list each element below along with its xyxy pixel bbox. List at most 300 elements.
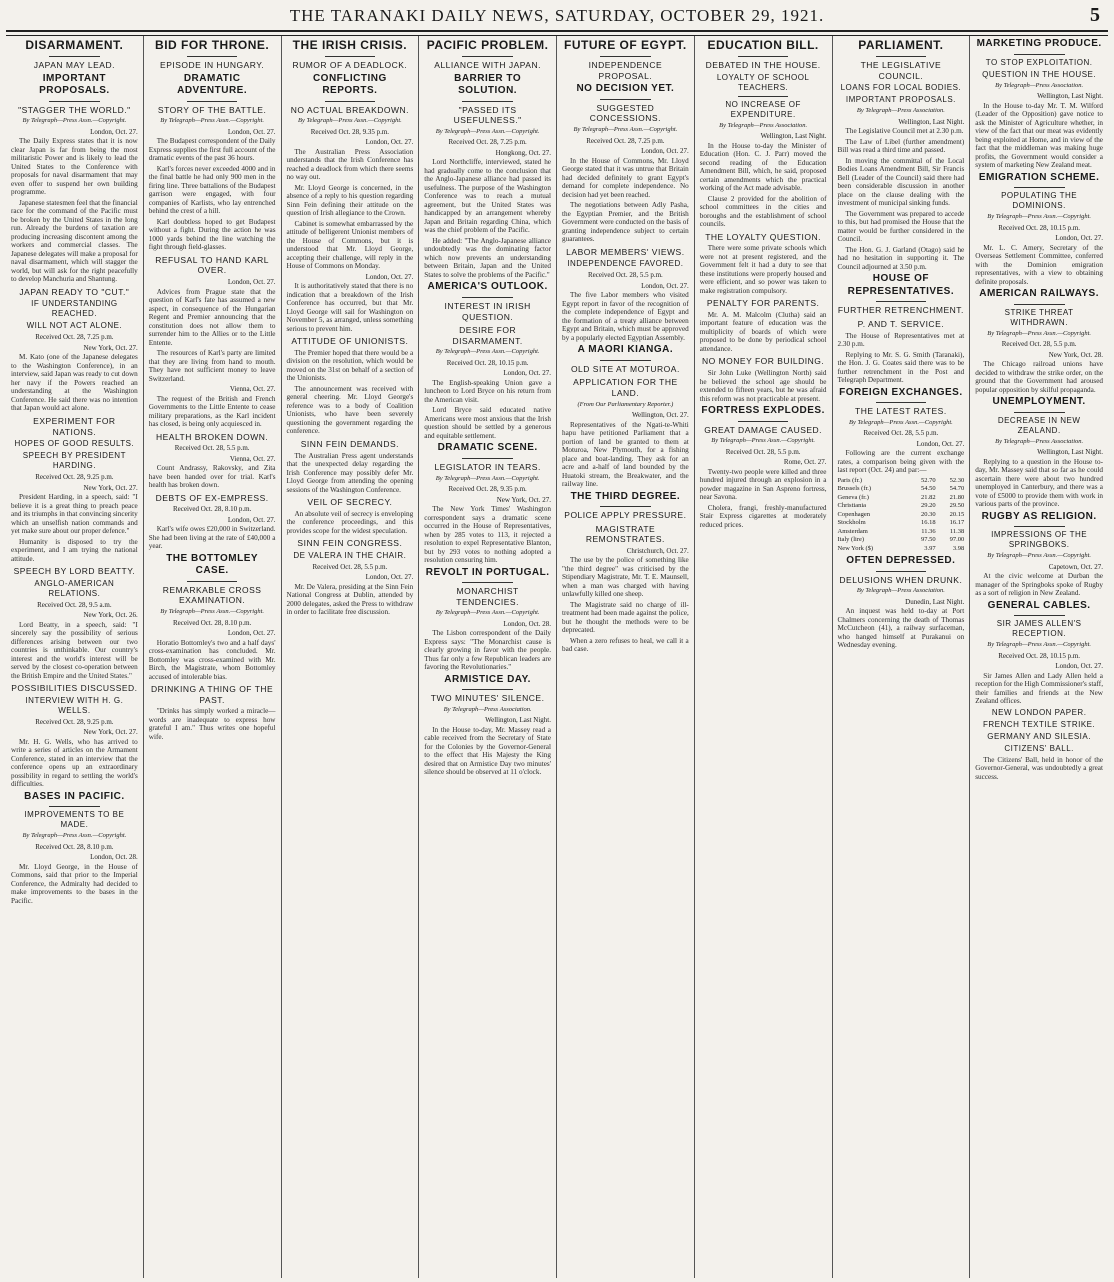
article-paragraph: In the House to-day Mr. T. M. Wilford (Leader of the Opposition) gave notice to ask the Minister of Agriculture whether, in view of the fact that our meat was evidently being exploited at Home, and in view of the fact that the middleman was making huge profits, the Government would consider a system of marketing New Zealand meat. xyxy=(975,101,1103,169)
minor-heading: IMPROVEMENTS TO BE MADE. xyxy=(24,810,125,830)
table-row xyxy=(838,528,965,537)
table-cell: 20.30 xyxy=(921,510,936,518)
received-line: Received Oct. 28, 10.15 p.m. xyxy=(998,651,1081,660)
table-row xyxy=(838,536,965,545)
subheading: DEBATED IN THE HOUSE. xyxy=(705,60,821,70)
section-heading: REVOLT IN PORTUGAL. xyxy=(425,566,550,578)
column-5 xyxy=(557,36,695,1278)
subheading: NO ACTUAL BREAKDOWN. xyxy=(290,104,410,115)
column-7 xyxy=(833,36,971,1278)
article-paragraph: Sir John Luke (Wellington North) said he believed the school age should be extended to fifteen years, but he was afraid this reform was not practicable at present. xyxy=(699,369,827,403)
article-paragraph: Advices from Prague state that the question of Karl's fate has assumed a new aspect, in consequence of the Hungarian Regent and Premier announcing that the constitution does not allow them to surrender him to the Allies or to the Little Entente. xyxy=(148,287,276,347)
table-row xyxy=(838,545,965,554)
table-cell: Amsterdam xyxy=(837,527,868,535)
minor-heading: INTERVIEW WITH H. G. WELLS. xyxy=(25,695,124,715)
separator-rule xyxy=(600,99,651,100)
subheading: SUGGESTED CONCESSIONS. xyxy=(589,102,661,124)
subheading: APPLICATION FOR THE LAND. xyxy=(573,377,678,398)
article-paragraph: The Premier hoped that there would be a division on the resolution, which would be moved on the 31st on behalf of a section of the Unionists. xyxy=(286,348,414,383)
minor-heading: IMPRESSIONS OF THE SPRINGBOKS. xyxy=(991,530,1088,549)
subheading: DESIRE FOR DISARMAMENT. xyxy=(452,325,523,346)
masthead-title: THE TARANAKI DAILY NEWS, SATURDAY, OCTOBER 29, 1921. xyxy=(289,6,825,25)
dateline: Wellington, Last Night. xyxy=(485,716,551,725)
section-heading: FORTRESS EXPLODES. xyxy=(701,405,825,416)
received-line: Received Oct. 28, 5.5 p.m. xyxy=(174,444,250,453)
separator-rule xyxy=(325,56,376,57)
received-line: Received Oct. 28, 7.25 p.m. xyxy=(448,138,527,147)
separator-rule xyxy=(876,56,927,57)
article-paragraph: M. Kato (one of the Japanese delegates to the Washington Conference), in an interview, said Japan was ready to cut down her navy if the Powers reached an understanding at the Washington Conference. He said there was no intention that Japan would act alone. xyxy=(11,353,138,413)
received-line: Received Oct. 28, 9.25 p.m. xyxy=(35,717,114,726)
received-line: Received Oct. 28, 5.5 p.m. xyxy=(587,271,663,280)
article-paragraph: Lord Bryce said educated native Americans were most anxious that the Irish question should be settled by a generous and equitable settlement. xyxy=(424,406,551,440)
headline: DISARMAMENT. xyxy=(25,38,124,52)
section-heading: DRAMATIC SCENE. xyxy=(437,442,538,454)
article-paragraph: The negotiations between Adly Pasha, the Egyptian Premier, and the British Government were conducted on the basis of granting independence subject to certain guarantees. xyxy=(562,201,689,243)
article-paragraph: Horatio Bottomley's two and a half days' cross-examination has concluded. Mr. Bottomley was cross-examined with Mr. Birch, the Magistrate, whom Bottomley accused of intolerable bias. xyxy=(148,638,276,681)
separator-rule xyxy=(187,101,238,102)
section-heading: A MAORI KIANGA. xyxy=(577,344,674,356)
article-paragraph: Karl doubtless hoped to get Budapest without a fight. During the action he was 1000 yards behind the line watching the fight through field-glasses. xyxy=(148,217,276,252)
separator-rule xyxy=(876,571,927,572)
subheading: DELUSIONS WHEN DRUNK. xyxy=(839,574,963,585)
byline: By Telegraph—Press Assn.—Copyright. xyxy=(22,117,127,125)
dateline: New York, Oct. 27. xyxy=(83,343,138,352)
dateline: London, Oct. 27. xyxy=(641,147,689,155)
subheading: PENALTY FOR PARENTS. xyxy=(706,298,820,309)
separator-rule xyxy=(1014,526,1065,527)
separator-rule xyxy=(600,506,651,507)
byline: By Telegraph—Press Association. xyxy=(719,121,808,129)
byline: By Telegraph—Press Association. xyxy=(443,705,532,713)
separator-rule xyxy=(49,806,100,807)
dateline: Christchurch, Oct. 27. xyxy=(626,546,689,555)
dateline: New York, Oct. 28. xyxy=(1048,350,1103,359)
article-paragraph: "Drinks has simply worked a miracle—words are inadequate to express how grateful I am." Thus writes one hopeful wife. xyxy=(148,707,276,741)
table-cell: 97.00 xyxy=(949,536,965,544)
table-cell: Paris (fr.) xyxy=(837,476,863,484)
section-heading: AMERICA'S OUTLOOK. xyxy=(427,281,548,293)
article-paragraph: Replying to Mr. S. G. Smith (Taranaki), the Hon. J. G. Coates said there was to be further retrenchment in the Post and Telegraph Department. xyxy=(837,350,965,384)
separator-rule xyxy=(600,56,651,57)
article-paragraph: The Citizens' Ball, held in honor of the Governor-General, was undoubtedly a great success. xyxy=(975,755,1103,781)
article-paragraph: Clause 2 provided for the abolition of school committees in the cities and boroughs and the establishment of school councils. xyxy=(699,194,827,229)
subheading: OLD SITE AT MOTUROA. xyxy=(570,363,680,374)
byline: By Telegraph—Press Assn.—Copyright. xyxy=(435,127,540,135)
article-paragraph: Humanity is disposed to try the experiment, and I am trying the national attitude. xyxy=(11,537,138,563)
section-heading: EMIGRATION SCHEME. xyxy=(978,171,1100,183)
article-paragraph: The Daily Express states that it is now clear Japan is far from being the most militaristic Power and is likely to lead the United States to the Conference with proposals for naval disarmament that may even offer to suspend her own building programme. xyxy=(11,137,138,197)
separator-rule xyxy=(187,581,238,582)
article-paragraph: The Hon. G. J. Garland (Otago) said he had no hesitation in supporting it. The Council adjourned at 3.50 p.m. xyxy=(837,245,965,271)
minor-heading: IMPORTANT PROPOSALS. xyxy=(845,95,956,105)
dateline: London, Oct. 27. xyxy=(227,278,276,286)
section-heading: DRAMATIC ADVENTURE. xyxy=(177,72,248,97)
table-cell: 29.20 xyxy=(921,502,936,510)
article-paragraph: The Lisbon correspondent of the Daily Express says: "The Monarchist cause is clearly growing in favor with the people. Thus far only a few Republican leaders are favoring the Revolutionaries." xyxy=(424,629,551,672)
separator-rule xyxy=(462,582,513,583)
article-paragraph: An absolute veil of secrecy is enveloping the conference proceedings, and this provides scope for the widest speculation. xyxy=(286,509,414,535)
section-heading: BASES IN PACIFIC. xyxy=(24,790,125,802)
table-cell: 16.17 xyxy=(949,519,965,527)
dateline: London, Oct. 27. xyxy=(365,272,414,281)
minor-heading: HOPES OF GOOD RESULTS. xyxy=(14,439,135,449)
article-paragraph: Sir James Allen and Lady Allen held a reception for the High Commissioner's staff, their families and friends at the New Zealand offices. xyxy=(975,671,1103,705)
article-paragraph: Representatives of the Ngati-te-Whiti hapu have petitioned Parliament that a portion of land be granted to them at Moturoa, New Plymouth, for a fishing place and boat-landing. They ask for an acre and a-half of land bounded by the Huatoki stream, the Breakwater, and the railway line. xyxy=(562,420,689,488)
article-paragraph: At the civic welcome at Durban the manager of the Springboks spoke of Rugby as a sort of religion in New Zealand. xyxy=(975,572,1103,597)
minor-heading: FRENCH TEXTILE STRIKE. xyxy=(983,719,1096,729)
table-cell: 3.97 xyxy=(924,544,936,552)
article-paragraph: The Australian Press Association understands that the Irish Conference has reached a deadlock from which there seems no way out. xyxy=(286,147,414,182)
article-paragraph: Cabinet is somewhat embarrassed by the attitude of belligerent Unionist members of the House of Commons, but it is understood that Mr. Lloyd George, accepting their challenge, will reply in the House of Commons on Monday. xyxy=(286,219,414,271)
dateline: London, Oct. 28. xyxy=(503,619,551,628)
subheading: "STAGGER THE WORLD." xyxy=(18,104,131,115)
received-line: Received Oct. 28, 9.35 p.m. xyxy=(448,485,527,493)
received-line: Received Oct. 28, 8.10 p.m. xyxy=(172,505,252,514)
separator-rule xyxy=(462,101,513,102)
dateline: London, Oct. 27. xyxy=(227,515,276,524)
received-line: Received Oct. 28, 7.25 p.m. xyxy=(35,333,114,342)
table-cell: Christiania xyxy=(837,502,867,510)
headline: PACIFIC PROBLEM. xyxy=(426,38,549,52)
headline: PARLIAMENT. xyxy=(858,38,944,52)
byline: By Telegraph—Press Assn.—Copyright. xyxy=(435,609,540,617)
byline: By Telegraph—Press Assn.—Copyright. xyxy=(573,126,678,133)
subheading: VEIL OF SECRECY. xyxy=(307,497,393,507)
byline: By Telegraph—Press Assn.—Copyright. xyxy=(297,117,402,125)
minor-heading: STRIKE THREAT WITHDRAWN. xyxy=(1004,307,1074,327)
article-paragraph: An inquest was held to-day at Port Chalmers concerning the death of Thomas McCutcheon (41), a railway surfaceman, who hanged himself at Purakanui on Wednesday evening. xyxy=(837,607,965,650)
received-line: Received Oct. 28, 5.5 p.m. xyxy=(725,447,801,456)
dateline: New York, Oct. 27. xyxy=(83,728,138,737)
masthead xyxy=(0,0,1114,30)
subheading: RUMOR OF A DEADLOCK. xyxy=(292,60,408,70)
received-line: Received Oct. 28, 9.25 p.m. xyxy=(35,473,114,482)
dateline: Wellington, Last Night. xyxy=(898,117,965,126)
minor-heading: NO INCREASE OF EXPENDITURE. xyxy=(725,99,801,119)
table-cell: 54.70 xyxy=(949,485,965,493)
minor-heading: SIR JAMES ALLEN'S RECEPTION. xyxy=(996,619,1082,638)
article-paragraph: Mr. Lloyd George, in the House of Commons, said that prior to the Imperial Conference, the Admiralty had decided to make improvements to the bases in the Pacific. xyxy=(11,862,138,905)
separator-rule xyxy=(876,402,927,403)
minor-heading: DECREASE IN NEW ZEALAND. xyxy=(997,415,1081,435)
table-cell: 11.38 xyxy=(949,527,965,535)
dateline: Wellington, Last Night. xyxy=(1037,92,1103,100)
separator-rule xyxy=(1014,304,1065,305)
section-heading: RUGBY AS RELIGION. xyxy=(981,510,1097,522)
dateline: Wellington, Last Night. xyxy=(760,132,827,141)
separator-rule xyxy=(738,96,789,97)
headline: EDUCATION BILL. xyxy=(707,38,819,52)
subheading: THE LEGISLATIVE COUNCIL. xyxy=(860,60,942,81)
table-row xyxy=(838,477,965,486)
byline: By Telegraph—Press Assn.—Copyright. xyxy=(987,213,1091,220)
subheading: MONARCHIST TENDENCIES. xyxy=(456,586,519,607)
subheading: JAPAN MAY LEAD. xyxy=(33,60,115,70)
table-cell: 29.50 xyxy=(949,502,965,510)
section-heading: UNEMPLOYMENT. xyxy=(992,396,1086,407)
article-paragraph: President Harding, in a speech, said: "I believe it is a great thing to preach peace and its triumphs in that convincing sincerity which an unselfish nation commands and yet make sure about our proper defence." xyxy=(11,493,138,536)
dateline: Vienna, Oct. 27. xyxy=(229,385,276,393)
received-line: Received Oct. 28, 7.25 p.m. xyxy=(586,136,665,145)
column-6 xyxy=(695,36,833,1278)
separator-rule xyxy=(600,360,651,361)
subheading: ATTITUDE OF UNIONISTS. xyxy=(291,336,409,347)
byline: By Telegraph—Press Assn.—Copyright. xyxy=(22,832,127,840)
subheading: DRINKING A THING OF THE PAST. xyxy=(151,684,274,705)
table-cell: 16.18 xyxy=(921,519,936,527)
byline: By Telegraph—Press Assn.—Copyright. xyxy=(160,608,264,615)
separator-rule xyxy=(462,458,513,459)
received-line: Received Oct. 28, 5.5 p.m. xyxy=(1001,340,1077,348)
byline: By Telegraph—Press Assn.—Copyright. xyxy=(711,437,815,445)
dateline: London, Oct. 27. xyxy=(90,127,138,136)
separator-rule xyxy=(1014,615,1065,616)
separator-rule xyxy=(738,56,789,57)
article-paragraph: The Chicago railroad unions have decided to withdraw the strike order, on the ground that the Government had aroused popular opposition by skilful propaganda. xyxy=(975,360,1103,394)
table-cell: Stockholm xyxy=(837,519,866,527)
article-paragraph: Twenty-two people were killed and three hundred injured through an explosion in a powder magazine in San Aspreno fortress, near Savona. xyxy=(699,467,827,502)
article-paragraph: Mr. A. M. Malcolm (Clutha) said an important feature of education was the multiplicity of boards of which were proposed to be done by periodical school attendance. xyxy=(699,310,827,353)
dateline: Dunedin, Last Night. xyxy=(905,597,965,606)
separator-rule xyxy=(1014,54,1065,55)
exchange-rates-table xyxy=(838,477,965,554)
article-paragraph: Replying to a question in the House to-day, Mr. Massey said that so far as he could ascertain there were about two hundred unemployed in Canterbury, and there was a vote of £5000 to provide them with work in various parts of the province. xyxy=(975,457,1103,508)
minor-heading: GERMANY AND SILESIA. xyxy=(987,731,1091,741)
dateline: London, Oct. 27. xyxy=(365,138,414,147)
article-paragraph: In the House to-day the Minister of Education (Hon. C. J. Parr) moved the second reading of the Education Amendment Bill, which, he said, proposed certain amendments which the practical working of the Act made advisable. xyxy=(699,141,827,193)
column-1 xyxy=(6,36,144,1278)
article-paragraph: Lord Northcliffe, interviewed, stated he had gradually come to the conclusion that the Anglo-Japanese alliance had passed its usefulness. The purpose of the Washington Conference was to reach a mutual agreement, but the United States was handicapped by an arrangement whereby Japan and Britain regarding China, which was the chief problem of the Pacific. xyxy=(424,158,551,235)
table-row xyxy=(838,511,965,520)
table-cell: 52.70 xyxy=(921,476,936,484)
subheading: "PASSED ITS USEFULNESS." xyxy=(453,104,522,126)
headline: THE IRISH CRISIS. xyxy=(292,38,408,52)
received-line: Received Oct. 28, 5.5 p.m. xyxy=(863,429,939,438)
subheading: FURTHER RETRENCHMENT. xyxy=(837,305,964,316)
table-row xyxy=(838,485,965,494)
table-row xyxy=(838,494,965,503)
article-paragraph: It is authoritatively stated that there is no indication that a breakdown of the Irish Conference has occurred, but that Mr. Lloyd George will sail for Washington on November 5, as arranged, unless something serious to prevent him. xyxy=(286,282,414,333)
article-paragraph: Count Andrassy, Rakovsky, and Zita have been handed over for trial. Karl's health has broken down. xyxy=(148,464,276,490)
subheading: THE LATEST RATES. xyxy=(855,406,947,416)
table-cell: 11.36 xyxy=(921,527,936,535)
article-paragraph: Karl's wife owes £20,000 in Switzerland. She had been living at the rate of £40,000 a year. xyxy=(148,525,276,551)
byline: By Telegraph—Press Association. xyxy=(856,107,945,115)
table-cell: Copenhagen xyxy=(837,510,870,518)
dateline: London, Oct. 27. xyxy=(641,281,689,290)
subheading: INTEREST IN IRISH QUESTION. xyxy=(444,300,531,322)
page-number: 5 xyxy=(1090,4,1100,26)
column-3 xyxy=(282,36,420,1278)
subheading: JAPAN READY TO "CUT." xyxy=(19,286,130,297)
subheading: SINN FEIN DEMANDS. xyxy=(300,438,399,449)
table-cell: Italy (lire) xyxy=(837,536,865,544)
section-heading: NO DECISION YET. xyxy=(576,83,675,95)
received-line: Received Oct. 28, 10.15 p.m. xyxy=(998,223,1081,232)
byline: By Telegraph—Press Assn.—Copyright. xyxy=(160,117,264,125)
minor-heading: LOANS FOR LOCAL BODIES. xyxy=(840,83,962,93)
article-paragraph: Karl's forces never exceeded 4000 and in the final battle he had only 900 men in the firing line. Three battalions of the Budapest garrison were engaged, with four companies of Karlists, who lay entrenched behind the crest of a hill. xyxy=(148,164,276,216)
article-paragraph: Mr. L. C. Amery, Secretary of the Overseas Settlement Committee, conferred with the Dominion emigration representatives, with a view to obtaining definite proposals. xyxy=(975,243,1103,286)
section-heading: IMPORTANT PROPOSALS. xyxy=(39,72,110,97)
byline: By Telegraph—Press Association. xyxy=(856,587,945,595)
dateline: Wellington, Oct. 27. xyxy=(631,411,689,419)
minor-heading: POPULATING THE DOMINIONS. xyxy=(1001,191,1078,210)
subheading: SPEECH BY LORD BEATTY. xyxy=(13,566,136,577)
subheading: POLICE APPLY PRESSURE. xyxy=(564,510,687,520)
separator-rule xyxy=(187,56,238,57)
dateline: Vienna, Oct. 27. xyxy=(229,454,276,463)
dateline: London, Oct. 27. xyxy=(227,629,276,637)
byline: By Telegraph—Press Assn.—Copyright. xyxy=(435,348,540,356)
minor-heading: NEW LONDON PAPER. xyxy=(991,707,1087,717)
minor-heading: QUESTION IN THE HOUSE. xyxy=(982,69,1097,79)
subheading: LEGISLATOR IN TEARS. xyxy=(434,461,541,472)
column-2 xyxy=(144,36,282,1278)
section-heading: MARKETING PRODUCE. xyxy=(976,38,1102,49)
minor-heading: CITIZENS' BALL. xyxy=(1004,743,1074,753)
received-line: Received Oct. 28, 8.10 p.m. xyxy=(172,618,252,627)
table-cell: Brussels (fr.) xyxy=(837,485,872,493)
dateline: Rome, Oct. 27. xyxy=(783,458,827,467)
dateline: London, Oct. 27. xyxy=(1055,662,1103,670)
table-row xyxy=(838,502,965,511)
subheading: INDEPENDENCE PROPOSAL. xyxy=(588,60,663,81)
section-heading: THE THIRD DEGREE. xyxy=(570,490,681,502)
received-line: Received Oct. 28, 9.35 p.m. xyxy=(310,127,390,136)
article-paragraph: The Australian Press agent understands that the unexpected delay regarding the Irish Conference may possibly defer Mr. Lloyd George from attending the opening sessions of the Washington Conference. xyxy=(286,451,414,494)
dateline: Capetown, Oct. 27. xyxy=(1048,562,1103,571)
received-line: Received Oct. 28, 8.10 p.m. xyxy=(35,842,114,851)
columns-container xyxy=(6,36,1108,1278)
article-paragraph: The Government was prepared to accede to this, but had promised the House that the matter would be further considered in the Council. xyxy=(837,209,965,244)
byline: By Telegraph—Press Assn.—Copyright. xyxy=(848,418,953,426)
article-paragraph: Japanese statesmen feel that the financial race for the command of the Pacific must be broken by the United States in the long run. Already the burdens of taxation are producing increasing discontent among the workers and commercial classes. The Japanese delegates will make a proposal for naval disarmament, which will stagger the world, but will ask for the right peacefully to develop Manchuria and Shantung. xyxy=(11,198,138,284)
article-paragraph: In the House to-day, Mr. Massey read a cable received from the Secretary of State for the Colonies by the Governor-General to the effect that His Majesty the King desired that on Armistice Day two minutes' silence should be observed at 11 o'clock. xyxy=(424,725,551,777)
table-row xyxy=(838,519,965,528)
article-paragraph: The Magistrate said no charge of ill-treatment had been made against the police, but he thought the methods were to be deprecated. xyxy=(562,600,689,635)
byline: By Telegraph—Press Assn.—Copyright. xyxy=(435,474,540,482)
article-paragraph: Mr. Lloyd George is concerned, in the absence of a reply to his question regarding Sinn Fein defining their attitude on the question of Irish allegiance to the Crown. xyxy=(286,183,414,218)
table-cell: 97.50 xyxy=(921,536,936,544)
received-line: Received Oct. 28, 5.5 p.m. xyxy=(312,562,388,571)
separator-rule xyxy=(49,56,100,57)
section-heading: GENERAL CABLES. xyxy=(987,599,1091,611)
headline: FUTURE OF EGYPT. xyxy=(564,38,687,52)
byline: By Telegraph—Press Assn.—Copyright. xyxy=(987,329,1091,337)
byline: (From Our Parliamentary Reporter.) xyxy=(577,400,674,408)
separator-rule xyxy=(49,101,100,102)
separator-rule xyxy=(462,689,513,690)
section-heading: AMERICAN RAILWAYS. xyxy=(979,288,1099,299)
table-cell: New York ($) xyxy=(837,544,874,552)
dateline: London, Oct. 27. xyxy=(916,439,965,448)
article-paragraph: There were some private schools which were not at present registered, and the Government felt it had a duty to see that these institutions were properly housed and were efficient, and so power was taken to make registration compulsory. xyxy=(699,244,827,295)
table-cell: 52.30 xyxy=(949,476,965,484)
subheading: MAGISTRATE REMONSTRATES. xyxy=(585,523,665,545)
article-paragraph: The resources of Karl's party are limited that they are living from hand to mouth. They have not sufficient money to leave Switzerland. xyxy=(148,349,276,383)
table-cell: 21.80 xyxy=(949,493,965,501)
table-cell: 54.50 xyxy=(921,485,936,493)
column-4 xyxy=(419,36,557,1278)
subheading: SINN FEIN CONGRESS. xyxy=(297,538,403,549)
article-paragraph: The Budapest correspondent of the Daily Express supplies the first full account of the dramatic events of the past 36 hours. xyxy=(148,137,276,163)
dateline: London, Oct. 27. xyxy=(503,369,551,378)
dateline: New York, Oct. 27. xyxy=(83,483,138,492)
dateline: London, Oct. 27. xyxy=(1055,234,1103,242)
article-paragraph: In moving the committal of the Local Bodies Loans Amendment Bill, Sir Francis Bell (Leader of the Council) said there had been considerable discussion in another place on the clause dealing with the investment of municipal sinking funds. xyxy=(837,156,965,208)
subheading: REFUSAL TO HAND KARL OVER. xyxy=(155,254,269,276)
section-heading: FOREIGN EXCHANGES. xyxy=(839,386,963,398)
article-paragraph: He added: "The Anglo-Japanese alliance undoubtedly was the dominating factor which now prevents an understanding between Britain, Japan and the United States to solve the problems of the Pacific." xyxy=(424,236,551,279)
table-cell: 21.82 xyxy=(921,493,936,501)
separator-rule xyxy=(1014,187,1065,188)
subheading: EXPERIMENT FOR NATIONS. xyxy=(33,415,116,437)
article-paragraph: The announcement was received with general cheering. Mr. Lloyd George's reference was to a body of Coalition Unionists, who have been severely questioning the government regarding the conference. xyxy=(286,384,414,436)
minor-heading: INDEPENDENCE FAVORED. xyxy=(567,259,684,269)
section-heading: HOUSE OF REPRESENTATIVES. xyxy=(847,273,955,297)
article-paragraph: The English-speaking Union gave a luncheon to Lord Bryce on his return from the American visit. xyxy=(424,378,551,404)
received-line: Received Oct. 28, 9.5 a.m. xyxy=(37,600,112,609)
subheading: P. AND T. SERVICE. xyxy=(857,318,945,329)
subheading: EPISODE IN HUNGARY. xyxy=(160,60,265,70)
minor-heading: LOYALTY OF SCHOOL TEACHERS. xyxy=(716,72,810,92)
separator-rule xyxy=(462,56,513,57)
table-cell: 3.98 xyxy=(952,544,965,552)
minor-heading: WILL NOT ACT ALONE. xyxy=(26,321,123,331)
dateline: London, Oct. 28. xyxy=(90,853,138,862)
article-paragraph: In the House of Commons, Mr. Lloyd George stated that it was untrue that Britain had decided definitely to grant Egypt's demand for complete independence. No decision had yet been reached. xyxy=(562,156,689,199)
article-paragraph: The Legislative Council met at 2.30 p.m. xyxy=(845,127,964,136)
article-paragraph: Cholera, frangi, freshly-manufactured Stair Express cigarettes at moderately reduced prices. xyxy=(699,503,827,529)
article-paragraph: The use by the police of something like "the third degree" was criticised by the Stipendiary Magistrate, Mr. T. E. Maunsell, when a man was charged with having unlawfully killed one sheep. xyxy=(562,556,689,599)
subheading: ALLIANCE WITH JAPAN. xyxy=(434,60,541,70)
section-heading: THE BOTTOMLEY CASE. xyxy=(166,552,259,577)
article-paragraph: When a zero refuses to heal, we call it a bad case. xyxy=(562,636,689,654)
byline: By Telegraph—Press Assn.—Copyright. xyxy=(987,552,1091,559)
byline: By Telegraph—Press Assn.—Copyright. xyxy=(987,641,1091,648)
minor-heading: DE VALERA IN THE CHAIR. xyxy=(293,550,407,560)
subheading: TWO MINUTES' SILENCE. xyxy=(430,693,545,704)
dateline: Wellington, Last Night. xyxy=(1037,448,1103,456)
subheading: REMARKABLE CROSS EXAMINATION. xyxy=(162,584,262,606)
subheading: LABOR MEMBERS' VIEWS. xyxy=(566,246,685,257)
subheading: NO MONEY FOR BUILDING. xyxy=(701,356,825,367)
minor-heading: SPEECH BY PRESIDENT HARDING. xyxy=(22,451,126,471)
section-heading: BARRIER TO SOLUTION. xyxy=(454,72,522,97)
separator-rule xyxy=(325,101,376,102)
minor-heading: TO STOP EXPLOITATION. xyxy=(985,57,1093,67)
article-paragraph: Mr. H. G. Wells, who has arrived to write a series of articles on the Armament Conference, stated in an interview that the conference opens up an extraordinary possibility in regard to settling the world's difficulties. xyxy=(11,737,138,789)
dateline: New York, Oct. 26. xyxy=(83,611,138,620)
table-cell: Geneva (fr.) xyxy=(837,493,869,501)
article-paragraph: The five Labor members who visited Egypt report in favor of the recognition of the complete independence of Egypt and the formation of a treaty alliance between Egypt and Britain, which must be approved by a popularly elected Egyptian Assembly. xyxy=(562,291,689,342)
subheading: THE LOYALTY QUESTION. xyxy=(705,231,822,242)
dateline: Hongkong, Oct. 27. xyxy=(495,148,551,157)
dateline: London, Oct. 27. xyxy=(227,127,276,136)
article-paragraph: Following are the current exchange rates, a comparison being given with the last report (Oct. 24) and par:— xyxy=(837,449,965,475)
byline: By Telegraph—Press Association. xyxy=(995,437,1084,445)
separator-rule xyxy=(1014,412,1065,413)
article-paragraph: Mr. De Valera, presiding at the Sinn Fein National Congress at Dublin, attended by 2000 delegates, asked the Press to withdraw in order to facilitate free discussion. xyxy=(286,582,414,617)
separator-rule xyxy=(876,301,927,302)
subheading: STORY OF THE BATTLE. xyxy=(157,104,267,115)
article-paragraph: The New York Times' Washington correspondent says a dramatic scene occurred in the House of Representatives, when by 285 votes to 113, it rejected a resolution to expel Representative Blanton, but by 293 votes to nothing adopted a resolution censuring him. xyxy=(424,505,551,564)
received-line: Received Oct. 28, 10.15 p.m. xyxy=(446,358,529,367)
article-paragraph: The Law of Libel (further amendment) Bill was read a third time and passed. xyxy=(837,137,965,155)
byline: By Telegraph—Press Association. xyxy=(995,81,1084,89)
